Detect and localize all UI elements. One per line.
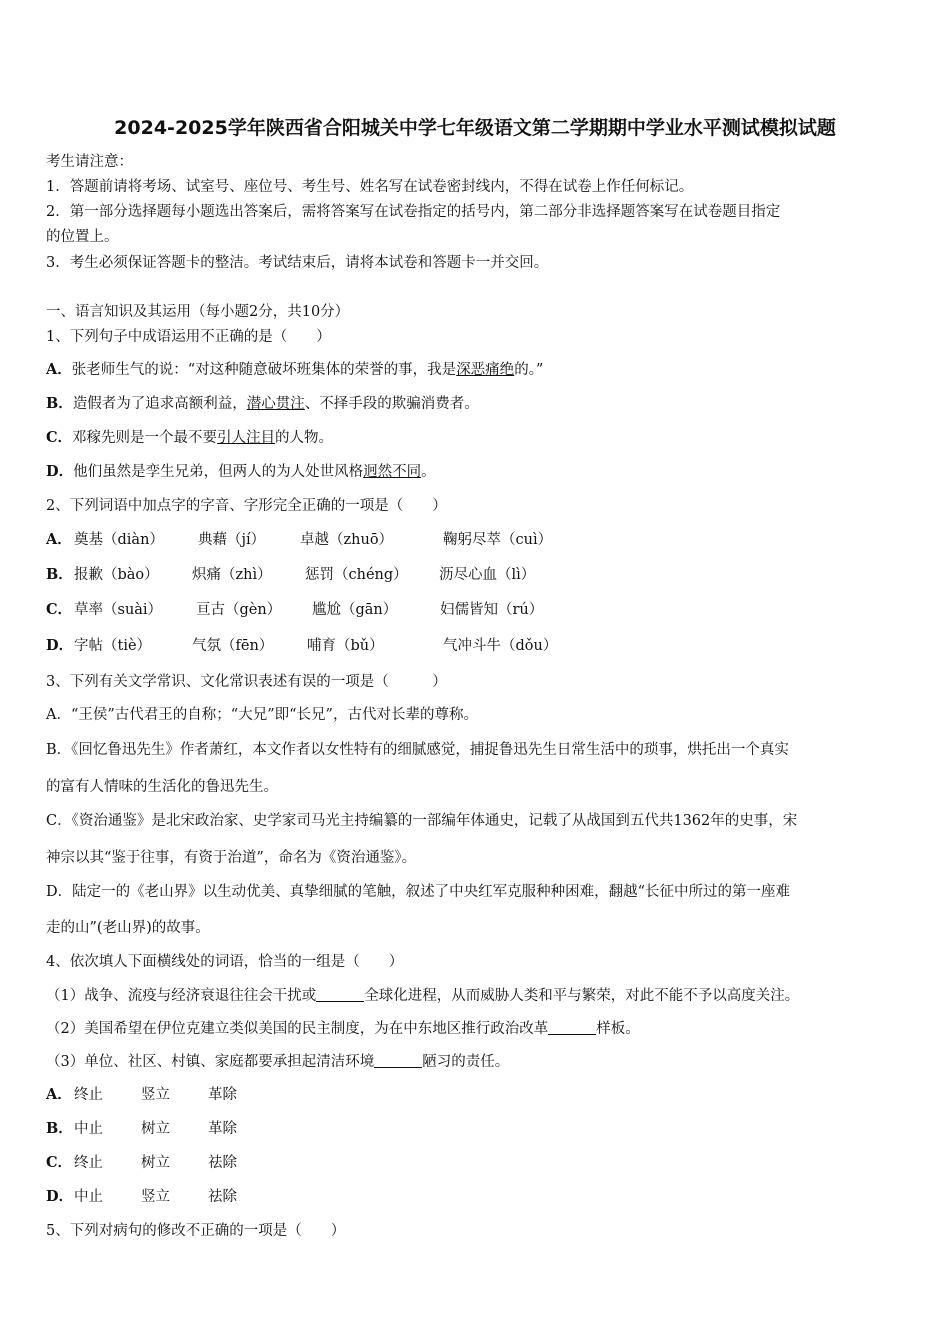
word-cell: 惩罚（chéng）	[305, 567, 408, 583]
sentence-text: （1）战争、流疫与经济衰退往往会干扰或	[46, 988, 317, 1004]
word-cell: 亘古（gèn）	[196, 602, 282, 618]
q3-option-c: C．《资治通鉴》是北宋政治家、史学家司马光主持编纂的一部编年体通史，记载了从战国到五代共1362年的史事，宋	[46, 813, 798, 829]
option-label: A．	[46, 361, 72, 378]
option-label: B．	[46, 566, 73, 583]
q3-stem: 3、下列有关文学常识、文化常识表述有误的一项是（ ）	[46, 674, 447, 690]
word-cell: 革除	[208, 1121, 237, 1137]
option-text: 。	[421, 464, 436, 480]
word-cell: 树立	[141, 1155, 170, 1171]
word-cell: 中止	[74, 1121, 103, 1137]
q4-sentence-1	[46, 986, 799, 1006]
notice-item-1: 1．答题前请将考场、试室号、座位号、考生号、姓名写在试卷密封线内，不得在试卷上作任何标记。	[46, 179, 694, 195]
word-cell: 典藉（jí）	[198, 532, 266, 548]
option-label: B．	[46, 395, 73, 412]
option-label: D．	[46, 463, 74, 480]
option-label: C．	[46, 601, 73, 618]
idiom: 迥然不同	[363, 464, 422, 480]
word-cell: 炽痛（zhì）	[192, 567, 272, 583]
option-text: 、不择手段的欺骗消费者。	[304, 396, 479, 412]
word-cell: 妇儒皆知（rú）	[440, 602, 544, 618]
q4-option-b	[46, 1119, 237, 1139]
sentence-text: 全球化进程，从而威胁人类和平与繁荣，对此不能不予以高度关注。	[364, 988, 800, 1004]
q2-option-d	[46, 636, 557, 656]
word-cell: 终止	[74, 1087, 103, 1103]
word-cell: 竖立	[141, 1087, 170, 1103]
word-cell: 祛除	[208, 1189, 237, 1205]
option-text: 他们虽然是孪生兄弟，但两人的为人处世风格	[73, 464, 364, 480]
word-cell: 终止	[74, 1155, 103, 1171]
option-label: D．	[46, 637, 74, 654]
word-cell: 沥尽心血（lì）	[439, 567, 536, 583]
q4-sentence-2	[46, 1019, 640, 1039]
idiom: 引人注目	[217, 430, 276, 446]
word-cell: 竖立	[141, 1189, 170, 1205]
q3-option-a: A．“王侯”古代君王的自称；“大兄”即“长兄”，古代对长辈的尊称。	[46, 707, 478, 723]
idiom: 深恶痛绝	[456, 362, 515, 378]
option-text: 张老师生气的说：“对这种随意破坏班集体的荣誉的事，我是	[71, 362, 457, 378]
notice-item-2: 2．第一部分选择题每小题选出答案后，需将答案写在试卷指定的括号内，第二部分非选择题答案写在试卷题目指定	[46, 204, 781, 220]
word-cell: 奠基（diàn）	[74, 532, 164, 548]
option-text: 造假者为了追求高额利益，	[72, 396, 247, 412]
q1-option-a	[46, 360, 543, 380]
word-cell: 革除	[208, 1087, 237, 1103]
q5-stem: 5、下列对病句的修改不正确的一项是（ ）	[46, 1223, 346, 1239]
q1-option-c	[46, 428, 333, 448]
fill-blank	[548, 1020, 596, 1035]
word-cell: 气冲斗牛（dǒu）	[443, 638, 558, 654]
q3-option-b-cont: 的富有人情味的生活化的鲁迅先生。	[46, 779, 278, 795]
word-cell: 哺育（bǔ）	[307, 638, 384, 654]
notice-item-2-cont: 的位置上。	[46, 229, 119, 245]
sentence-text: （2）美国希望在伊位克建立类似美国的民主制度，为在中东地区推行政治改革	[46, 1021, 549, 1037]
q3-option-d-cont: 走的山”(老山界)的故事。	[46, 920, 210, 936]
option-label: C．	[46, 1154, 73, 1171]
q4-option-a	[46, 1085, 237, 1105]
option-label: B．	[46, 1120, 73, 1137]
option-label: A．	[46, 531, 72, 548]
q4-sentence-3	[46, 1052, 509, 1072]
word-cell: 鞠躬尽萃（cuì）	[443, 532, 553, 548]
q2-option-b	[46, 565, 535, 585]
option-label: A．	[46, 1086, 72, 1103]
section-heading: 一、语言知识及其运用（每小题2分，共10分）	[46, 304, 350, 320]
q2-option-a	[46, 530, 552, 550]
word-cell: 树立	[141, 1121, 170, 1137]
word-cell: 卓越（zhuō）	[300, 532, 394, 548]
q1-option-b	[46, 394, 479, 414]
option-label: D．	[46, 1188, 74, 1205]
q2-option-c	[46, 600, 543, 620]
q3-option-b: B．《回忆鲁迅先生》作者萧红，本文作者以女性特有的细腻感觉，捕捉鲁迅先生日常生活中的琐事，烘托出一个真实	[46, 742, 789, 758]
notice-heading: 考生请注意：	[46, 154, 133, 170]
sentence-text: （3）单位、社区、村镇、家庭都要承担起清洁环境	[46, 1054, 375, 1070]
word-cell: 中止	[74, 1189, 103, 1205]
sentence-text: 陋习的责任。	[422, 1054, 510, 1070]
word-cell: 字帖（tiè）	[74, 638, 152, 654]
q4-option-d	[46, 1187, 237, 1207]
option-text: 邓稼先则是一个最不要	[72, 430, 218, 446]
word-cell: 报歉（bào）	[74, 567, 159, 583]
q3-option-c-cont: 神宗以其“鉴于往事，有资于治道”，命名为《资治通鉴》。	[46, 850, 417, 866]
word-cell: 尴尬（gān）	[312, 602, 398, 618]
fill-blank	[374, 1053, 422, 1068]
sentence-text: 样板。	[596, 1021, 640, 1037]
q4-option-c	[46, 1153, 237, 1173]
fill-blank	[316, 987, 364, 1002]
option-label: C．	[46, 429, 73, 446]
option-text: 的人物。	[275, 430, 334, 446]
page-title: 2024-2025学年陕西省合阳城关中学七年级语文第二学期期中学业水平测试模拟试题	[114, 117, 836, 139]
option-text: 的。”	[514, 362, 544, 378]
q1-stem: 1、下列句子中成语运用不正确的是（ ）	[46, 329, 331, 345]
word-cell: 草率（suài）	[74, 602, 163, 618]
q2-stem: 2、下列词语中加点字的字音、字形完全正确的一项是（ ）	[46, 498, 447, 514]
notice-item-3: 3．考生必须保证答题卡的整洁。考试结束后，请将本试卷和答题卡一并交回。	[46, 255, 549, 271]
word-cell: 气氛（fēn）	[192, 638, 274, 654]
q3-option-d: D．陆定一的《老山界》以生动优美、真挚细腻的笔触，叙述了中央红军克服种种困难，翻越“长征中所过的第一座难	[46, 884, 791, 900]
word-cell: 祛除	[208, 1155, 237, 1171]
q4-stem: 4、依次填人下面横线处的词语，恰当的一组是（ ）	[46, 954, 404, 970]
idiom: 潜心贯注	[246, 396, 305, 412]
q1-option-d	[46, 462, 436, 482]
